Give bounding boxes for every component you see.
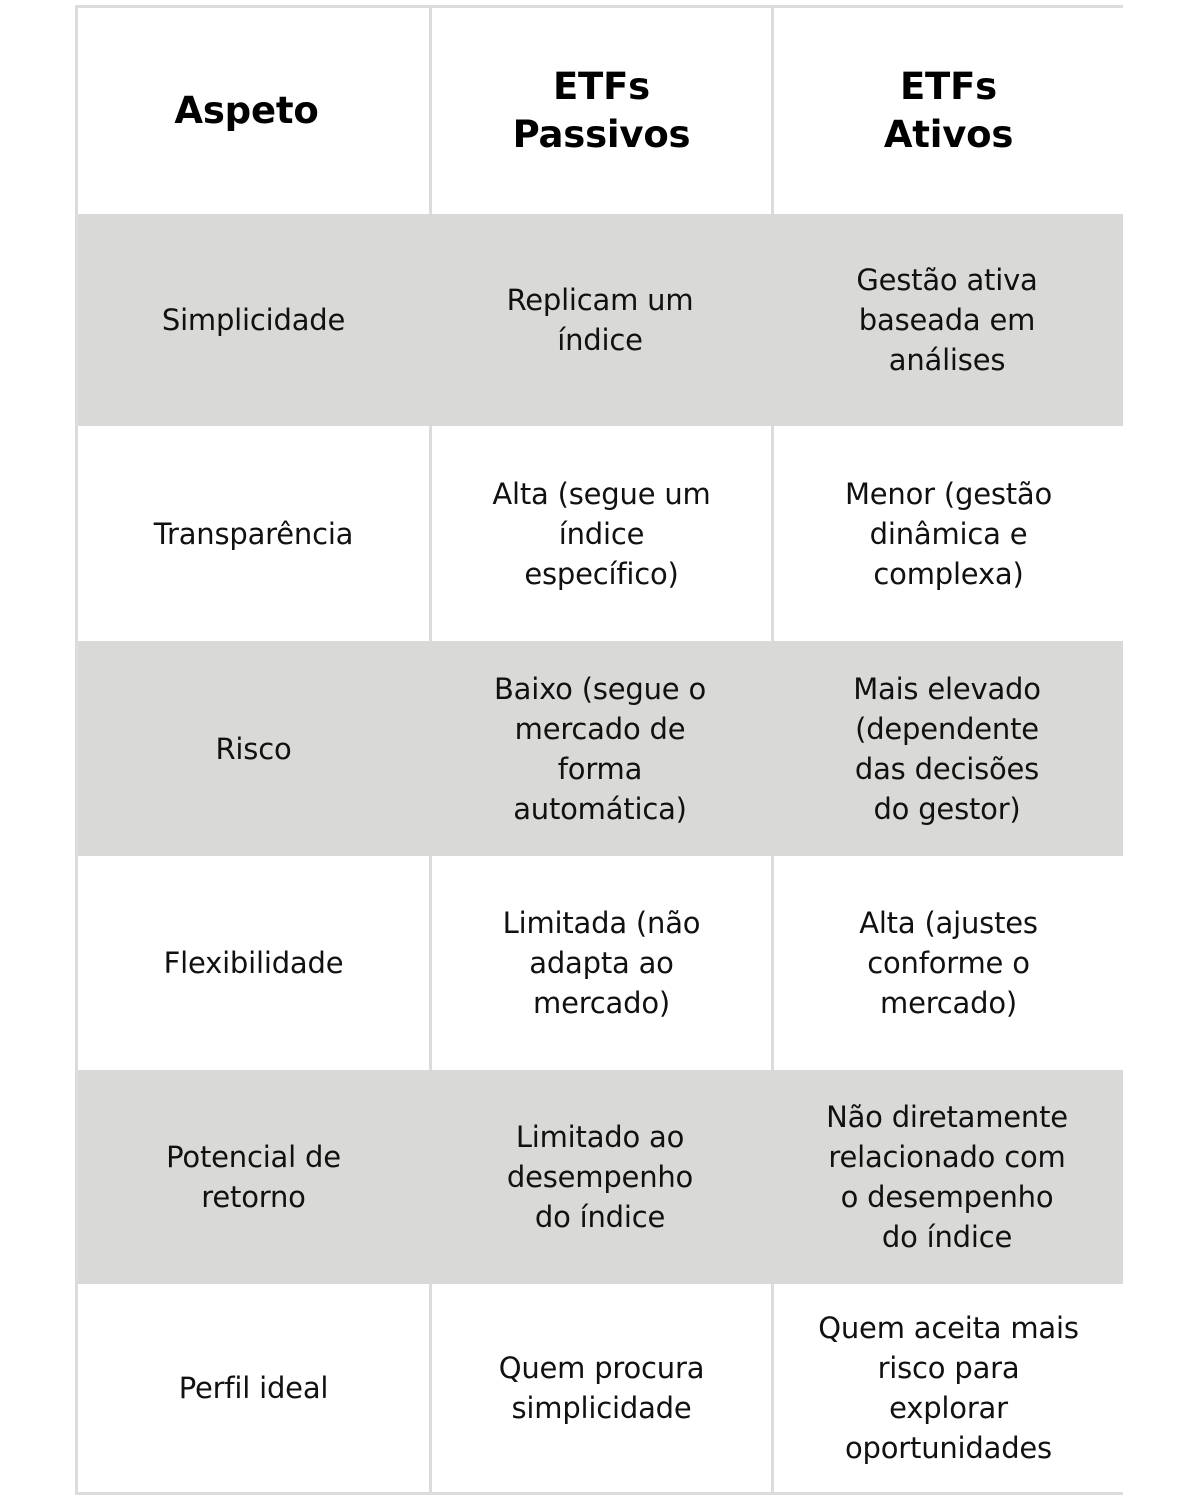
- table-row-simplicidade: [78, 214, 1123, 426]
- passive-cell: [429, 426, 771, 641]
- cell-text: Quem aceita mais: [818, 1311, 1079, 1345]
- cell-text: Risco: [215, 731, 292, 766]
- cell-text: adapta ao: [529, 946, 674, 980]
- header-cell-aspect: [78, 8, 429, 214]
- aspect-cell: [78, 1284, 429, 1492]
- table-row-risco: [78, 641, 1123, 856]
- cell-text: Menor (gestão: [844, 476, 1053, 511]
- cell-text: do índice: [534, 1200, 666, 1234]
- header-text: ETFs: [552, 65, 650, 108]
- cell-text: conforme o: [867, 946, 1030, 980]
- header-text: Passivos: [512, 113, 691, 156]
- cell-text: Flexibilidade: [163, 946, 344, 980]
- cell-text: Quem procura: [498, 1351, 705, 1385]
- cell-text: baseada em: [858, 303, 1036, 337]
- cell-text: Simplicidade: [161, 303, 346, 337]
- comparison-table: [75, 5, 1123, 1495]
- cell-text: Perfil ideal: [178, 1371, 329, 1405]
- cell-text: do gestor): [873, 791, 1021, 826]
- aspect-cell: [78, 856, 429, 1070]
- table-row-flexibilidade: [78, 856, 1123, 1070]
- cell-text: Replicam um: [506, 283, 694, 317]
- cell-text: complexa): [873, 556, 1024, 591]
- cell-text: oportunidades: [845, 1431, 1052, 1465]
- active-cell: [771, 1070, 1123, 1284]
- cell-text: Alta (segue um: [492, 476, 711, 511]
- cell-text: o desempenho: [840, 1180, 1054, 1214]
- cell-text: relacionado com: [828, 1140, 1066, 1174]
- cell-text: Gestão ativa: [856, 263, 1038, 297]
- cell-text: Transparência: [153, 516, 354, 551]
- passive-cell: [429, 1070, 771, 1284]
- cell-text: forma: [557, 751, 643, 786]
- cell-text: Baixo (segue o: [493, 671, 706, 706]
- cell-text: Limitada (não: [502, 906, 701, 940]
- cell-text: Alta (ajustes: [859, 906, 1038, 940]
- cell-text: dinâmica e: [869, 516, 1028, 551]
- table-row-perfil-ideal: [78, 1284, 1123, 1492]
- cell-text: Não diretamente: [826, 1100, 1068, 1134]
- table-row-transparencia: [78, 426, 1123, 641]
- header-text: Aspeto: [174, 89, 319, 132]
- cell-text: mercado): [880, 986, 1017, 1020]
- header-text: Ativos: [883, 113, 1014, 156]
- cell-text: Potencial de: [166, 1140, 341, 1174]
- cell-text: específico): [524, 556, 679, 591]
- cell-text: desempenho: [506, 1160, 694, 1194]
- cell-text: do índice: [881, 1220, 1013, 1254]
- aspect-cell: [78, 1070, 429, 1284]
- cell-text: índice: [557, 323, 643, 357]
- aspect-cell: [78, 426, 429, 641]
- cell-text: (dependente: [855, 711, 1039, 746]
- aspect-cell: [78, 214, 429, 426]
- cell-text: explorar: [889, 1391, 1008, 1425]
- active-cell: [771, 426, 1123, 641]
- cell-text: índice: [558, 516, 645, 551]
- aspect-cell: [78, 641, 429, 856]
- cell-text: Limitado ao: [515, 1120, 685, 1154]
- passive-cell: [429, 214, 771, 426]
- active-cell: [771, 856, 1123, 1070]
- table-row-potencial-de-retorno: [78, 1070, 1123, 1284]
- cell-text: automática): [513, 791, 687, 826]
- header-cell-active-etfs: [771, 8, 1123, 214]
- cell-text: Mais elevado: [853, 671, 1041, 706]
- cell-text: mercado de: [514, 711, 686, 746]
- active-cell: [771, 641, 1123, 856]
- cell-text: mercado): [533, 986, 670, 1020]
- active-cell: [771, 1284, 1123, 1492]
- cell-text: simplicidade: [511, 1391, 692, 1425]
- table-header-row: [78, 8, 1123, 214]
- cell-text: retorno: [201, 1180, 306, 1214]
- passive-cell: [429, 856, 771, 1070]
- cell-text: análises: [888, 343, 1006, 377]
- header-text: ETFs: [899, 65, 997, 108]
- cell-text: das decisões: [854, 751, 1040, 786]
- passive-cell: [429, 1284, 771, 1492]
- header-cell-passive-etfs: [429, 8, 771, 214]
- passive-cell: [429, 641, 771, 856]
- active-cell: [771, 214, 1123, 426]
- cell-text: risco para: [877, 1351, 1020, 1385]
